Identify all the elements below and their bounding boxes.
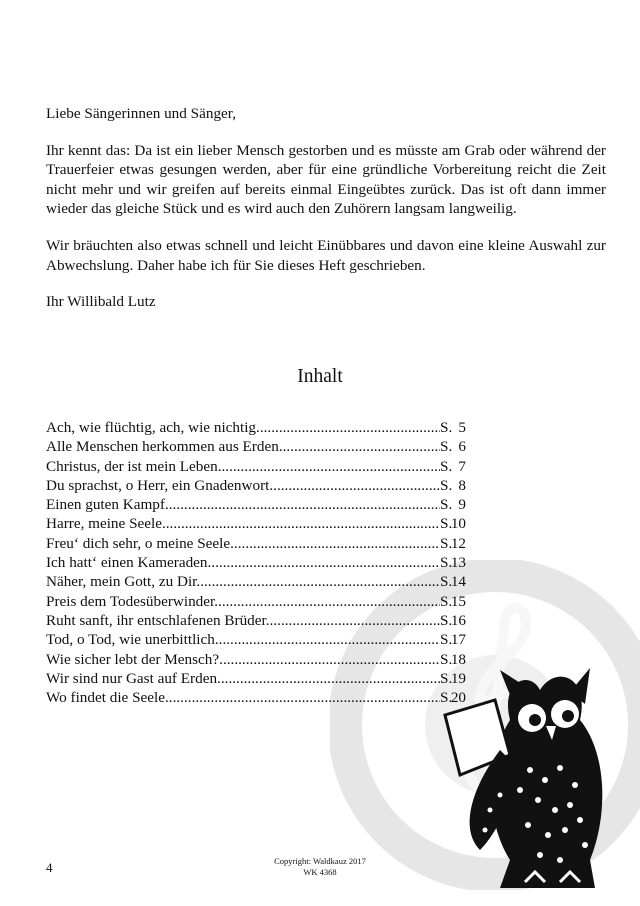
toc-entry-page-prefix: S.	[440, 419, 453, 436]
toc-entry-title: Preis dem Todesüberwinder .....	[46, 592, 440, 611]
salutation: Liebe Sängerinnen und Sänger,	[46, 105, 237, 122]
toc-entry-page-prefix: S.	[440, 592, 453, 610]
intro-text	[46, 104, 606, 329]
toc-entry-title: Näher, mein Gott, zu Dir .....	[46, 572, 440, 591]
toc-entry-page-prefix: S.	[440, 689, 453, 707]
toc-entry-page-prefix: S.	[440, 496, 453, 514]
toc-entry-page-prefix: S.	[440, 457, 453, 475]
toc-entry-page: 5	[458, 419, 466, 436]
toc-heading: Inhalt	[297, 366, 343, 387]
toc-entry	[46, 572, 466, 591]
toc-entry	[46, 514, 466, 533]
toc-entry-title: Christus, der ist mein Leben .....	[46, 457, 440, 476]
toc-entry	[46, 630, 466, 649]
toc-entry	[46, 650, 466, 669]
toc-entry	[46, 592, 466, 611]
page-number: 4	[46, 860, 53, 875]
toc-entry-title: Wie sicher lebt der Mensch? .....	[46, 650, 440, 669]
toc-entry-page-prefix: S.	[440, 611, 453, 629]
footer-copyright	[0, 856, 640, 878]
toc-entry-page: 17	[450, 631, 466, 649]
toc-entry-page-prefix: S.	[440, 515, 453, 533]
toc-entry-page-prefix: S.	[440, 573, 453, 591]
toc-entry-page: 15	[450, 592, 466, 610]
toc-entry-title: Harre, meine Seele .....	[46, 514, 440, 533]
intro-paragraph-2: Wir bräuchten also etwas schnell und leicht Einübbares und davon eine kleine Auswahl zur Abwechslung. Daher habe ich für Sie dieses Heft geschrieben.	[46, 236, 606, 274]
toc-entry-page: 13	[450, 554, 466, 572]
toc-entry-title: Alle Menschen herkommen aus Erden .....	[46, 437, 440, 456]
toc-entry-title: Wir sind nur Gast auf Erden .....	[46, 669, 440, 688]
toc-entry	[46, 457, 466, 476]
toc-entry-page: 20	[450, 689, 466, 707]
toc-entry-title: Ach, wie flüchtig, ach, wie nichtig .....	[46, 418, 440, 437]
intro-paragraph-1: Ihr kennt das: Da ist ein lieber Mensch gestorben und es müsste am Grab oder während der Trauerfeier etwas gesungen werden, aber für eine gründliche Vorbereitung reicht die Zeit nicht mehr und wir greifen auf bereits einmal Eingeübtes zurück. Das ist oft dann immer wieder das gleiche Stück und es wird auch den Zuhörern langsam langweilig.	[46, 141, 606, 218]
toc-entry	[46, 418, 466, 437]
toc-entry	[46, 611, 466, 630]
toc-entry-page-prefix: S.	[440, 650, 453, 668]
toc-entry-page: 14	[450, 573, 466, 591]
toc-entry-page-prefix: S.	[440, 534, 453, 552]
toc-entry-page: 16	[450, 611, 466, 629]
toc-entry	[46, 476, 466, 495]
toc-entry-page-prefix: S.	[440, 669, 453, 687]
toc-entry-title: Wo findet die Seele .....	[46, 688, 440, 707]
toc-entry	[46, 669, 466, 688]
toc-entry-page-prefix: S.	[440, 631, 453, 649]
toc-entry	[46, 534, 466, 553]
toc-entry-title: Ruht sanft, ihr entschlafenen Brüder .....	[46, 611, 440, 630]
toc-entry-page: 6	[458, 438, 466, 456]
table-of-contents	[46, 418, 466, 707]
toc-entry-page: 18	[450, 650, 466, 668]
toc-entry	[46, 437, 466, 456]
toc-entry-page-prefix: S.	[440, 438, 453, 456]
toc-entry	[46, 553, 466, 572]
toc-entry-page: 10	[450, 515, 466, 533]
toc-entry	[46, 688, 466, 707]
toc-entry-page: 19	[450, 669, 466, 687]
toc-entry-title: Ich hatt‘ einen Kameraden .....	[46, 553, 440, 572]
toc-entry-page: 8	[458, 476, 466, 494]
toc-entry-page: 7	[458, 457, 466, 475]
signature: Ihr Willibald Lutz	[46, 293, 156, 311]
toc-entry	[46, 495, 466, 514]
toc-entry-page-prefix: S.	[440, 476, 453, 494]
toc-entry-page: 12	[450, 534, 466, 552]
copyright-line: Copyright: Waldkauz 2017	[274, 856, 366, 866]
toc-entry-title: Einen guten Kampf .....	[46, 495, 440, 514]
toc-entry-title: Du sprachst, o Herr, ein Gnadenwort .....	[46, 476, 440, 495]
toc-entry-title: Tod, o Tod, wie unerbittlich .....	[46, 630, 440, 649]
catalog-number: WK 4368	[303, 867, 337, 877]
toc-entry-title: Freu‘ dich sehr, o meine Seele .....	[46, 534, 440, 553]
toc-entry-page-prefix: S.	[440, 554, 453, 572]
toc-entry-page: 9	[458, 496, 466, 514]
